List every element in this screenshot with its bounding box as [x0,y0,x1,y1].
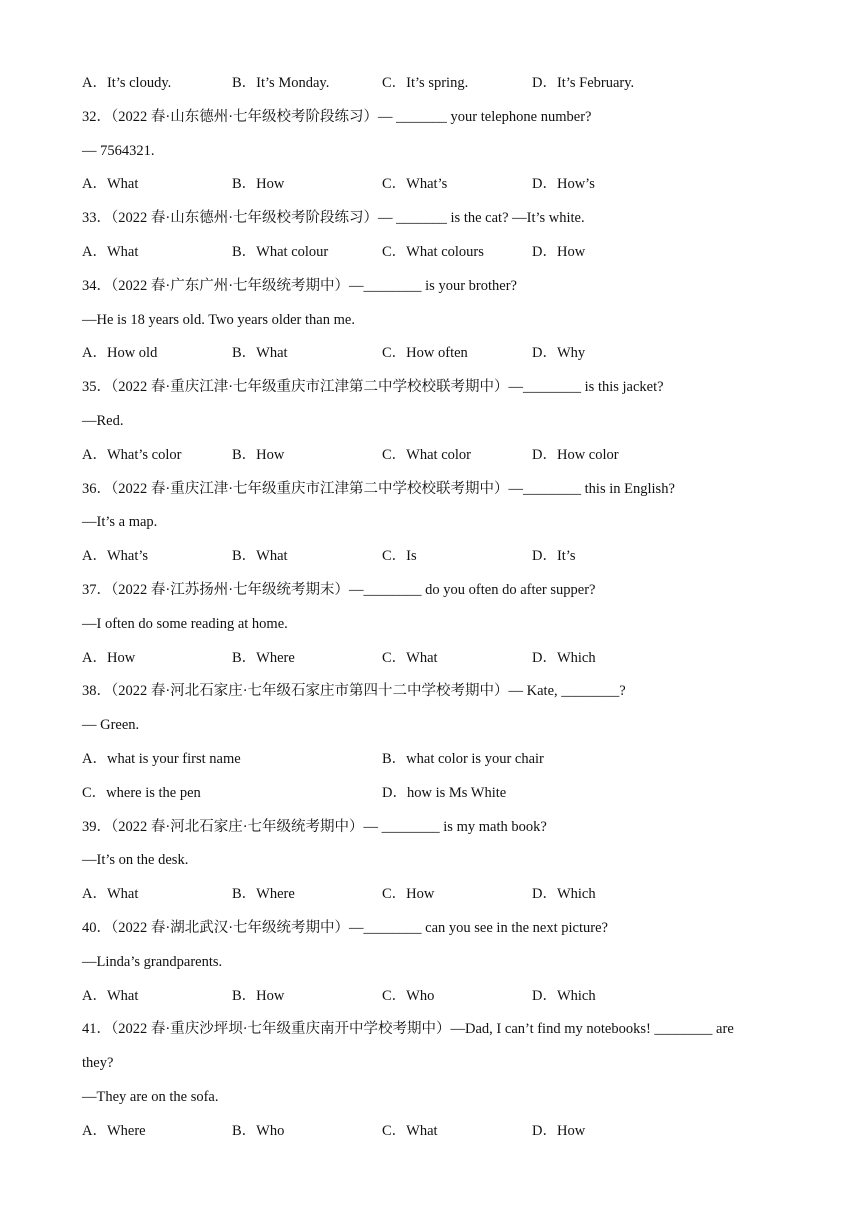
answer-option: A．How [82,650,136,666]
question-text-line: —I often do some reading at home. [82,616,288,632]
answer-option: A．What’s [82,548,149,564]
answer-option: B．Where [232,886,295,902]
answer-option: D．Which [532,650,596,666]
answer-option: B．How [232,447,285,463]
answer-option: D．It’s [532,548,576,564]
answer-option: B．How [232,176,285,192]
answer-options-row [82,784,782,802]
answer-options-row [82,344,782,362]
answer-option: D．How [532,1123,586,1139]
question-text-line: 40．（2022 春·湖北武汉·七年级统考期中）—________ can you see in the next picture? [82,920,608,936]
question-text-line: —It’s a map. [82,514,158,530]
answer-option: A．What [82,988,139,1004]
answer-options-row [82,446,782,464]
answer-option: D．It’s February. [532,75,635,91]
answer-option: C．What’s [382,176,448,192]
question-text-line: —Red. [82,413,124,429]
answer-option: D．How [532,244,586,260]
answer-options-row [82,175,782,193]
question-text-line: 37．（2022 春·江苏扬州·七年级统考期末）—________ do you often do after supper? [82,582,596,598]
answer-options-row [82,885,782,903]
question-text-line: 41．（2022 春·重庆沙坪坝·七年级重庆南开中学校考期中）—Dad, I can’t find my notebooks! ________ are [82,1021,734,1037]
answer-option: C．What color [382,447,471,463]
answer-option: C．where is the pen [82,785,201,801]
answer-option: B．What colour [232,244,329,260]
answer-options-row [82,750,782,768]
question-text-line: 33．（2022 春·山东德州·七年级校考阶段练习）— _______ is the cat? —It’s white. [82,210,585,226]
question-text-line: 36．（2022 春·重庆江津·七年级重庆市江津第二中学校校联考期中）—________ this in English? [82,481,675,497]
question-text-line: —Linda’s grandparents. [82,954,223,970]
answer-option: C．What [382,1123,438,1139]
answer-option: B．It’s Monday. [232,75,330,91]
answer-options-row [82,1122,782,1140]
answer-option: A．What [82,244,139,260]
question-text-line: —They are on the sofa. [82,1089,219,1105]
answer-option: B．Where [232,650,295,666]
question-text-line: 35．（2022 春·重庆江津·七年级重庆市江津第二中学校校联考期中）—________ is this jacket? [82,379,664,395]
answer-option: A．What [82,176,139,192]
answer-option: A．How old [82,345,158,361]
question-text-line: —He is 18 years old. Two years older than me. [82,312,355,328]
answer-option: C．Is [382,548,417,564]
answer-options-row [82,987,782,1005]
answer-option: D．How’s [532,176,595,192]
answer-option: C．It’s spring. [382,75,469,91]
answer-option: C．Who [382,988,435,1004]
question-text-line: 32．（2022 春·山东德州·七年级校考阶段练习）— _______ your telephone number? [82,109,592,125]
answer-option: A．What [82,886,139,902]
answer-option: C．How often [382,345,468,361]
question-text-line: 34．（2022 春·广东广州·七年级统考期中）—________ is your brother? [82,278,517,294]
answer-option: C．What colours [382,244,484,260]
answer-option: B．What [232,548,288,564]
question-text-line: 39．（2022 春·河北石家庄·七年级统考期中）— ________ is my math book? [82,819,547,835]
answer-option: D．how is Ms White [382,785,507,801]
answer-option: B．How [232,988,285,1004]
answer-option: B．what color is your chair [382,751,544,767]
answer-options-row [82,649,782,667]
answer-option: B．Who [232,1123,285,1139]
question-text-line: 38．（2022 春·河北石家庄·七年级石家庄市第四十二中学校考期中）— Kate, ________? [82,683,626,699]
question-text-line: — 7564321. [82,143,155,159]
answer-options-row [82,243,782,261]
answer-option: C．What [382,650,438,666]
answer-option: B．What [232,345,288,361]
answer-option: A．Where [82,1123,146,1139]
answer-option: A．What’s color [82,447,182,463]
answer-option: A．what is your first name [82,751,241,767]
answer-option: D．Which [532,988,596,1004]
question-text-line: —It’s on the desk. [82,852,189,868]
answer-options-row [82,74,782,92]
question-text-line: — Green. [82,717,140,733]
answer-option: D．Why [532,345,586,361]
answer-option: D．Which [532,886,596,902]
answer-options-row [82,547,782,565]
answer-option: C．How [382,886,435,902]
question-text-line: they? [82,1055,114,1071]
answer-option: A．It’s cloudy. [82,75,172,91]
answer-option: D．How color [532,447,619,463]
